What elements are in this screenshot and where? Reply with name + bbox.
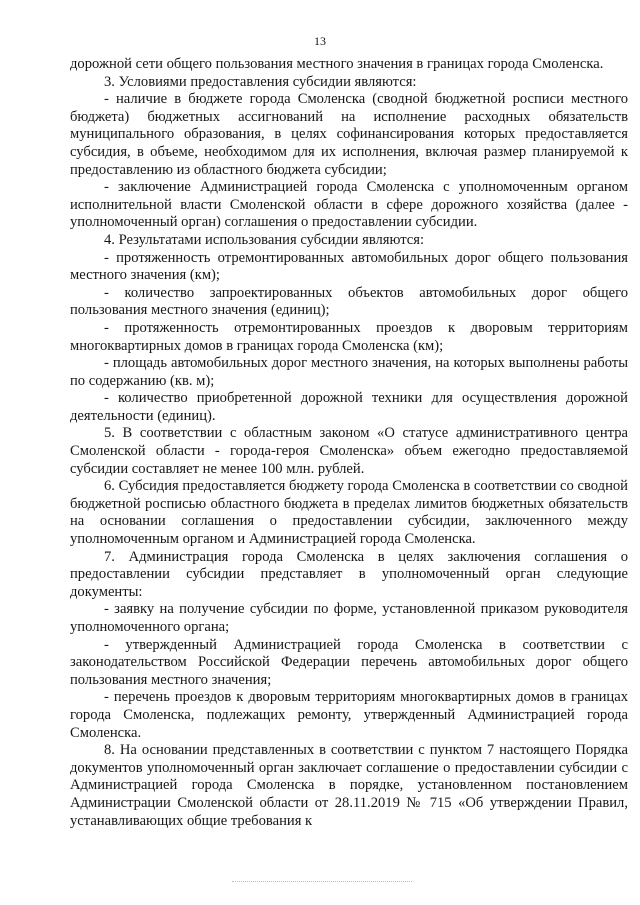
paragraph-result-projects: - количество запроектированных объектов автомобильных дорог общего пользования местного значения (единиц);	[70, 284, 628, 319]
paragraph-condition-agreement: - заключение Администрацией города Смоленска с уполномоченным органом исполнительной власти Смоленской области в сфере дорожного хозяйства (далее - уполномоченный орган) соглашения о предоставлении субсидии.	[70, 179, 628, 231]
paragraph-section-3: 3. Условиями предоставления субсидии являются:	[104, 73, 417, 90]
paragraph-section-5: 5. В соответствии с областным законом «О статусе административного центра Смоленской области - города-героя Смоленска» объем ежегодно предоставляемой субсидии составляет не менее 100 млн. рублей.	[70, 425, 628, 477]
paragraph-section-6: 6. Субсидия предоставляется бюджету города Смоленска в соответствии со сводной бюджетной росписью областного бюджета в пределах лимитов бюджетных обязательств на основании соглашения о предоставлении субсидии, заключенного между уполномоченным органом и Администрацией города Смоленска.	[70, 478, 628, 548]
paragraph-result-passages: - протяженность отремонтированных проездов к дворовым территориям многоквартирных домов в границах города Смоленска (км);	[70, 319, 628, 354]
paragraph-section-4: 4. Результатами использования субсидии являются:	[104, 231, 425, 248]
scan-artifact-line	[232, 881, 412, 882]
paragraph-result-roads-length: - протяженность отремонтированных автомобильных дорог общего пользования местного значения (км);	[70, 249, 628, 284]
paragraph-doc-application: - заявку на получение субсидии по форме, установленной приказом руководителя уполномоченного органа;	[70, 601, 628, 635]
paragraph-section-7: 7. Администрация города Смоленска в целях заключения соглашения о предоставлении субсидии представляет в уполномоченный орган следующие документы:	[70, 548, 628, 600]
paragraph-section-8: 8. На основании представленных в соответствии с пунктом 7 настоящего Порядка документов уполномоченный орган заключает соглашение о предоставлении субсидии с Администрацией города Смоленска в порядке, установленном постановлением Администрации Смоленской области от 28.11.2019 № 715 «Об утверждении Правил, устанавливающих общие требования к	[70, 742, 628, 829]
paragraph-continuation: дорожной сети общего пользования местного значения в границах города Смоленска.	[70, 56, 604, 72]
paragraph-result-area: - площадь автомобильных дорог местного значения, на которых выполнены работы по содержанию (кв. м);	[70, 355, 628, 389]
paragraph-doc-roads-list: - утвержденный Администрацией города Смоленска в соответствии с законодательством Российской Федерации перечень автомобильных дорог общего пользования местного значения;	[70, 636, 628, 688]
paragraph-doc-passages-list: - перечень проездов к дворовым территориям многоквартирных домов в границах города Смоленска, подлежащих ремонту, утвержденный Администрацией города Смоленска.	[70, 689, 628, 741]
paragraph-result-equipment: - количество приобретенной дорожной техники для осуществления дорожной деятельности (единиц).	[70, 390, 628, 424]
page-number: 13	[314, 34, 326, 48]
document-body	[70, 56, 628, 830]
paragraph-condition-budget: - наличие в бюджете города Смоленска (сводной бюджетной росписи местного бюджета) бюджетных ассигнований на исполнение расходных обязательств муниципального образования, в целях софинансирования которых предоставляется субсидия, в объеме, необходимом для их исполнения, включая размер планируемой к предоставлению из областного бюджета субсидии;	[70, 91, 628, 178]
